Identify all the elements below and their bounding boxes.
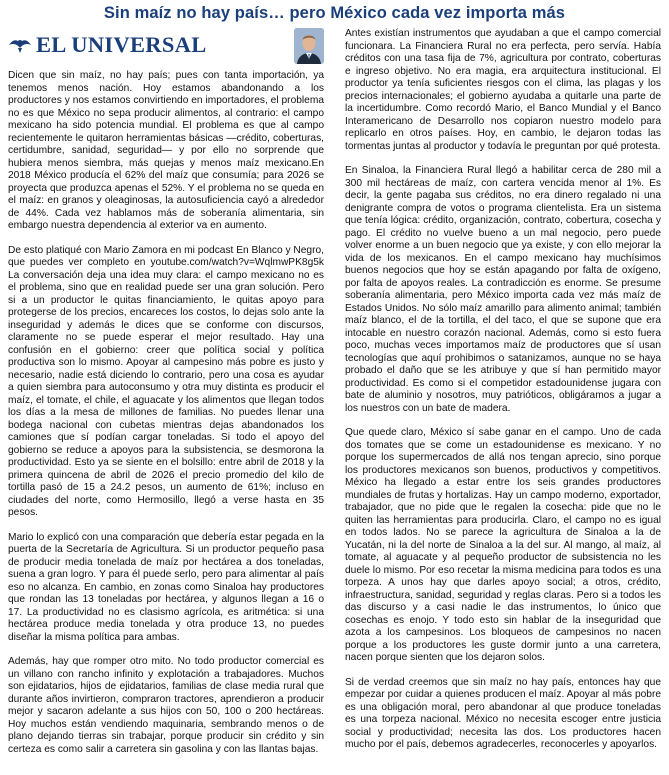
paragraph: En Sinaloa, la Financiera Rural llegó a habilitar cerca de 280 mil a 300 mil hectáreas de maíz, con cartera vencida menor al 1%. Es decir, la gente pagaba sus créditos, no era dinero regalado ni una denigrante compra de votos o programa clientelista. Era un sistema que tenía lógica: crédito, organización, contrato, cobertura, cosecha y pago. El crédito no vuelve bueno a un mal negocio, pero puede volver enorme a un buen negocio que ya existe, y con ello mejorar la vida de los mexicanos. En el campo mexicano hay muchísimos buenos negocios que hoy se están apagando por falta de oxígeno, por falta de apoyos reales. La contradicción es enorme. Se presume soberanía alimentaria, pero México importa cada vez más maíz de Estados Unidos. No sólo maíz amarillo para alimento animal; también maíz blanco, el de la tortilla, el del taco, el que se supone que era intocable en nuestro corazón nacional. Además, como si esto fuera poco, muchas veces importamos maíz de productores que sí usan tecnologías que aquí prohibimos o satanizamos, aunque no se haya probado el daño que se les atribuye y que sí han permitido mayor productividad. Es como si el competidor estadounidense jugara con bate de aluminio y nosotros, muy patrióticos, obligáramos a jugar a los nuestros con un bate de madera. xyxy=(345,165,661,414)
publication-name: EL UNIVERSAL xyxy=(36,32,207,57)
paragraph: De esto platiqué con Mario Zamora en mi podcast En Blanco y Negro, que puedes ver completo en youtube.com/watch?v=WqlmwPK8g5k La conversación deja una idea muy clara: el campo mexicano no es el problema, sino que en realidad puede ser una gran solución. Pero si a un productor le quitas financiamiento, le quitas apoyo para protegerse de los precios, encareces los costos, lo dejas solo ante la inseguridad y además le dices que se conforme con discursos, claramente no se puede esperar el mejor resultado. Hay una confusión en el gobierno: creer que política social y política productiva son lo mismo. Apoyar al campesino más pobre es justo y necesario, nadie está diciendo lo contrario, pero una cosa es ayudar a quien siembra para autoconsumo y otra muy distinta es producir el maíz, el tomate, el chile, el aguacate y los alimentos que llegan todos los días a la mesa de millones de familias. No puedes llenar una bodega nacional con cubetas mientras dejas abandonados los camiones que sí podían cargar toneladas. Si todo el apoyo del gobierno se reduce a apoyos para la subsistencia, se desmorona la productividad. Esto ya se siente en el bolsillo: entre abril de 2018 y la primera quincena de abril de 2026 el precio promedio del kilo de tortilla pasó de 15 a 24.2 pesos, un aumento de 61%; incluso en ciudades del norte, como Hermosillo, llegó a verse hasta en 35 pesos. xyxy=(8,244,324,518)
paragraph: Si de verdad creemos que sin maíz no hay país, entonces hay que empezar por cuidar a quienes producen el maíz. Apoyar al más pobre es una obligación moral, pero abandonar al que produce toneladas es una torpeza nacional. México no necesita escoger entre justicia social y productividad; necesita las dos. Los productores hacen mucho por el país, debemos agradecerles, reconocerles y apoyarlos. xyxy=(345,676,661,750)
author-photo xyxy=(294,28,324,64)
eagle-icon xyxy=(8,36,32,54)
article-title: Sin maíz no hay país… pero México cada vez importa más xyxy=(103,4,566,22)
masthead xyxy=(8,28,324,66)
paragraph: Dicen que sin maíz, no hay país; pues con tanta importación, ya tenemos menos nación. Hoy estamos abandonando a los productores y nos estamos convirtiendo en importadores, el problema no es que México no sepa producir alimentos, al contrario: el campo mexicano ha sido potencia mundial. El problema es que al campo recientemente le quitaron herramientas básicas —crédito, coberturas, certidumbre, sanidad, seguridad— y por ello no sorprende que hubiera menos siembra, más quejas y menos maíz mexicano.En 2018 México producía el 62% del maíz que consumía; para 2026 se proyecta que produzca apenas el 52%. Y el problema no se queda en el maíz: en granos y oleaginosas, la autosuficiencia cayó a alrededor de 44%. Cada vez hablamos más de soberanía alimentaria, sin embargo nuestra dependencia al exterior va en aumento. xyxy=(8,70,324,231)
right-column xyxy=(345,28,661,764)
left-column xyxy=(8,70,324,768)
paragraph: Además, hay que romper otro mito. No todo productor comercial es un villano con rancho infinito y explotación a trabajadores. Muchos son ejidatarios, hijos de ejidatarios, familias de clase media rural que durante años invirtieron, compraron tractores, aprendieron a producir mejor y sacaron adelante a sus hijos con 50, 100 o 200 hectáreas. Hoy muchos están vendiendo maquinaria, sembrando menos o de plano dejando tierras sin trabajar, porque producir sin crédito y sin certeza es como salir a carretera sin gasolina y con las llantas bajas. xyxy=(8,656,324,755)
author-avatar xyxy=(294,28,324,64)
paragraph: Mario lo explicó con una comparación que debería estar pegada en la puerta de la Secretaría de Agricultura. Si un productor pequeño pasa de producir media tonelada de maíz por hectárea a dos toneladas, suena a gran logro. Y para él puede serlo, pero para alimentar al país eso no alcanza. En cambio, en zonas como Sinaloa hay productores que rondan las 13 toneladas por hectárea, y algunos llegan a 16 o 17. La productividad no es clasismo agrícola, es aritmética: si una hectárea produce media tonelada y otra produce 13, no puedes diseñar la misma política para ambas. xyxy=(8,531,324,643)
paragraph: Antes existían instrumentos que ayudaban a que el campo comercial funcionara. La Financiera Rural no era perfecta, pero servía. Había créditos con una tasa fija de 7%, agricultura por contrato, coberturas e ingreso objetivo. No era magia, era arquitectura institucional. El productor ya tenía suficientes riesgos con el clima, las plagas y los precios internacionales; el gobierno ayudaba a quitarle una parte de la incertidumbre. Como recordó Mario, el Banco Mundial y el Banco Interamericano de Desarrollo nos copiaron nuestro modelo para replicarlo en otros países. Hoy, en cambio, le dejaron todas las tormentas juntas al productor y todavía le preguntan por qué protesta. xyxy=(345,28,661,152)
paragraph: Que quede claro, México sí sabe ganar en el campo. Uno de cada dos tomates que se come un estadounidense es mexicano. Y no porque los supermercados de allá nos tengan aprecio, sino porque los productores mexicanos son buenos, productivos y competitivos. México ha llegado a estar entre los seis grandes productores mundiales de frutas y hortalizas. Hay un campo moderno, exportador, trabajador, que no pide que le regalen la cosecha: pide que no le quiten las herramientas para producirla. Claro, el campo no es igual en todos lados. No se parece la agricultura de Sinaloa a la de Yucatán, ni la del norte de Sinaloa a la del sur. Al mango, al maíz, al tomate, al aguacate y al pequeño productor de subsistencia no les duele lo mismo. Por eso recetar la misma medicina para todos es una torpeza. A unos hay que darles apoyo social; a otros, crédito, infraestructura, sanidad, seguridad y reglas claras. Pero si a todos les das discurso y a casi nadie le das instrumentos, lo único que cosechas es enojo. Y todo esto sin hablar de la inseguridad que azota a los campesinos. Los bloqueos de campesinos no nacen porque a los productores les guste dormir junto a una carretera, nacen porque sienten que los dejaron solos. xyxy=(345,427,661,663)
publication-logo xyxy=(8,32,207,58)
